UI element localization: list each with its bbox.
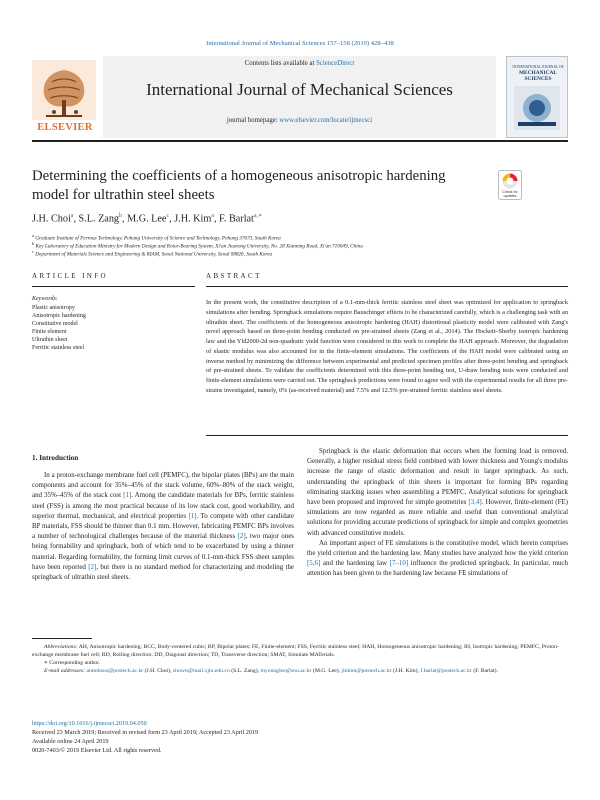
email-owner: (M.G. Lee),	[311, 668, 342, 675]
intro-paragraph-1	[32, 470, 294, 582]
abbreviations-footnote	[32, 643, 568, 659]
email-link[interactable]: jinkim@postech.ac.kr	[341, 668, 392, 675]
affiliation-text: Department of Materials Science and Engineering & RIAM, Seoul National University, Seoul 08826, South Korea	[35, 251, 273, 258]
abbreviations-text: AH, Anisotropic hardening; BCC, Body-centered cubic; BP, Bipolar plates; FE, Finite-element; FSS, Ferritic stainless steel; HAH, Homogeneous anisotropic hardening; IH, Isotropic hardening; PEMFC, Proton-exchange membrane fuel cell; RD, Rolling direction; DD, Diagonal direction; TD, Transverse direction; SMAT, Simulate MATerials.	[32, 644, 559, 659]
doi-link[interactable]: https://doi.org/10.1016/j.ijmecsci.2019.04.050	[32, 720, 147, 727]
author-name: J.H. Kim	[174, 213, 212, 225]
citation-link[interactable]: [2]	[237, 532, 246, 541]
keyword-item: Finite element	[32, 329, 67, 335]
email-footnote	[32, 667, 568, 675]
citation-link[interactable]: [1]	[188, 511, 197, 520]
author-sep: ,	[213, 213, 220, 225]
keyword-item: Plastic anisotropy	[32, 305, 75, 311]
text-run: , two major ones being formability and springback, both of which tend to be exacerbated by using a thinner material. Regarding formability, the forming limit curves of 0.1-mm-thick FSS sheet samples have been reported	[32, 532, 295, 571]
intro-paragraph-2	[307, 446, 568, 538]
author-name: F. Barlat	[219, 213, 254, 225]
abstract-rule	[206, 286, 568, 287]
text-run: Springback is the elastic deformation that occurs when the forming load is removed. Generally, a higher residual stress field combined with lower thickness and Young's modulus increase the range of elastic deformation and result in larger springback. As such, understanding the springback of thin sheets is important for forming BPs regarding eliminating stacking issues when assembling a PEMFC. Analytical solutions for springback have been proposed and improved for simple geometries	[307, 447, 568, 507]
article-info-rule	[32, 286, 195, 287]
journal-title: International Journal of Mechanical Sciences	[146, 80, 453, 99]
email-link[interactable]: antmhsus@postech.ac.kr	[86, 668, 144, 675]
text-run: In a proton-exchange membrane fuel cell (PEMFC), the bipolar plates (BPs) are the main components and account for 35%–45% of the stack volume, 60%–80% of the stack weight, and 35%–45% of the stack cost	[32, 471, 294, 500]
copyright-line: 0020-7403/© 2019 Elsevier Ltd. All rights reserved.	[32, 747, 162, 754]
citation-link[interactable]: [2]	[88, 562, 97, 571]
email-link[interactable]: f.barlat@postech.ac.kr	[420, 668, 472, 675]
author-name: S.L. Zang	[78, 213, 120, 225]
email-label: E-mail addresses:	[44, 668, 86, 675]
text-run: An important aspect of FE simulations is the constitutive model, which herein comprises the yield criterion and the hardening law. Many studies have analyzed how the yield criterion	[307, 538, 568, 558]
author-list	[32, 212, 262, 224]
email-owner: (S.L. Zang),	[229, 668, 261, 675]
text-run: and the hardening law	[320, 559, 390, 568]
email-link[interactable]: shown@mail.xjtu.edu.cn	[172, 668, 230, 675]
running-head[interactable]: International Journal of Mechanical Sciences 157–158 (2019) 428–438	[206, 40, 394, 47]
text-run: influence the predicted springback. In particular, much attention has been given to the hardening law because FE simulations of	[307, 559, 568, 578]
author-name: M.G. Lee	[127, 213, 167, 225]
author-name: J.H. Choi	[32, 213, 71, 225]
available-online-date: Available online 24 April 2019	[32, 738, 109, 745]
author-sep: ,	[169, 213, 175, 225]
abstract-heading: ABSTRACT	[206, 272, 262, 280]
author-affil-mark[interactable]: a	[211, 213, 214, 219]
article-title	[32, 167, 492, 205]
affiliation-mark: c	[32, 249, 34, 254]
email-link[interactable]: myounglee@snu.ac.kr	[260, 668, 312, 675]
article-title-line-1: Determining the coefficients of a homogeneous anisotropic hardening	[32, 168, 446, 184]
check-badge-line-2: updates	[503, 194, 517, 198]
abstract-text: In the present work, the constitutive description of a 0.1-mm-thick ferritic stainless steel sheet was optimized for application to springback simulations after bending. Springback simulations require Bauschinger effects to be characterized carefully, which is a challenging task with an ultrathin sheet. The coefficients of the homogeneous anisotropic hardening (HAH) distortional plasticity model were calibrated with Zang's novel approach based on three-point bending conducted on pre-strained sheets (Zang et al., 2014). The Hockett–Sherby isotropic hardening law and the Yld2000-2d non-quadratic yield function were considered in this work to complete the HAH approach. Moreover, the degradation of elastic modulus was also accounted for in the finite-element simulations. The coefficients of the HAH model were calibrated using an inverse method by minimizing the difference between experimental and predicted specimen profiles after three-point bending and springback of pre-strained sheets. To validate the coefficients determined with this three-point bending test, U-draw bending tests were conducted and finite-element simulations were carried out. The springback predictions were found to agree well with the experimental results for all three pre-strains investigated, namely, 0% (as-received material) and 7.5% and 12.5% pre-strained ferritic stainless steel sheets.	[206, 299, 568, 394]
affiliation-mark: b	[32, 241, 35, 246]
corresponding-author-footnote: ∗ Corresponding author.	[44, 660, 101, 667]
keyword-item: Ferritic stainless steel	[32, 345, 84, 351]
cover-title-big: MECHANICAL SCIENCES	[518, 70, 558, 82]
abbreviations-label: Abbreviations:	[44, 644, 78, 650]
author-affil-mark[interactable]: a	[70, 213, 74, 219]
text-run: , but there is no standard method for characterizing and modeling the springback of ultrathin steel sheets.	[32, 562, 294, 582]
affiliation-mark: a	[32, 233, 34, 238]
journal-cover-title	[510, 64, 566, 82]
author-affil-mark[interactable]: c	[166, 213, 170, 219]
footnote-rule	[32, 638, 92, 639]
author-sep: ,	[122, 213, 128, 225]
article-title-line-2: model for ultrathin steel sheets	[32, 187, 215, 203]
received-dates: Received 23 March 2019; Received in revised form 23 April 2019; Accepted 23 April 2019	[32, 729, 259, 736]
citation-link[interactable]: [5,6]	[307, 559, 321, 568]
section-heading-introduction: 1. Introduction	[32, 454, 79, 462]
affiliation-text: Graduate Institute of Ferrous Technology, Pohang University of Science and Technology, Pohang 37673, South Korea	[35, 235, 281, 242]
footnotes	[32, 643, 568, 675]
contents-available-line	[103, 60, 496, 67]
masthead-rule	[32, 140, 568, 142]
cover-graphic	[514, 86, 560, 130]
keyword-item: Constitutive model	[32, 321, 78, 327]
author-affil-mark[interactable]: a,∗	[253, 213, 263, 219]
contents-prefix: Contents lists available at	[244, 60, 317, 67]
homepage-link[interactable]: www.elsevier.com/locate/ijmecsci	[279, 117, 373, 124]
article-info-heading: ARTICLE INFO	[32, 272, 109, 280]
journal-homepage-line	[103, 117, 496, 124]
keywords-label: Keywords:	[32, 296, 58, 302]
text-run: . Among the candidate materials for BPs, ferritic stainless steel (FSS) is among the most practical because of its low stack cost, good workability, and superior thermal, mechanical, and electrical properties	[32, 491, 294, 520]
keyword-item: Anisotropic hardening	[32, 313, 86, 319]
citation-link[interactable]: [7–10]	[389, 559, 409, 568]
check-badge-line-1: Check for	[502, 190, 518, 194]
email-owner: (F. Barlat).	[471, 668, 498, 675]
check-for-updates-icon[interactable]	[498, 170, 522, 200]
author-sep: ,	[73, 213, 79, 225]
intro-right-column	[307, 446, 568, 579]
abstract-bottom-rule	[206, 435, 568, 436]
cover-title-small: INTERNATIONAL JOURNAL OF	[512, 65, 564, 69]
homepage-prefix: journal homepage:	[226, 117, 280, 124]
citation-link[interactable]: [3,4]	[468, 498, 482, 507]
affiliation-text: Key Laboratory of Education Ministry for Modern Design and Rotor-Bearing System, Xi'an Jiaotong University, No. 28 Xianning Road, Xi'an 710049, China	[35, 243, 363, 250]
text-run: . However, finite-element (FE) simulations are now regarded as more reliable and useful than conventional analytical solutions for providing accurate predictions of springback for simple and complex geometries with advanced constitutive models.	[307, 498, 568, 537]
email-owner: (J.H. Kim),	[391, 668, 419, 675]
email-owner: (J.H. Choi),	[143, 668, 173, 675]
text-run: . To compete with other candidate BP materials, FSS should be thinner than 0.1 mm. However, fabricating PEMFC BPs involves a number of technological challenges because of the material thickness	[32, 511, 294, 541]
publisher-name: ELSEVIER	[37, 122, 93, 133]
sciencedirect-link[interactable]: ScienceDirect	[316, 60, 355, 67]
citation-link[interactable]: [1]	[123, 491, 132, 500]
intro-left-column	[32, 470, 294, 582]
intro-paragraph-3	[307, 538, 568, 579]
affiliation-c	[32, 249, 568, 258]
author-affil-mark[interactable]: b	[119, 213, 123, 219]
keyword-item: Ultrathin sheet	[32, 337, 68, 343]
